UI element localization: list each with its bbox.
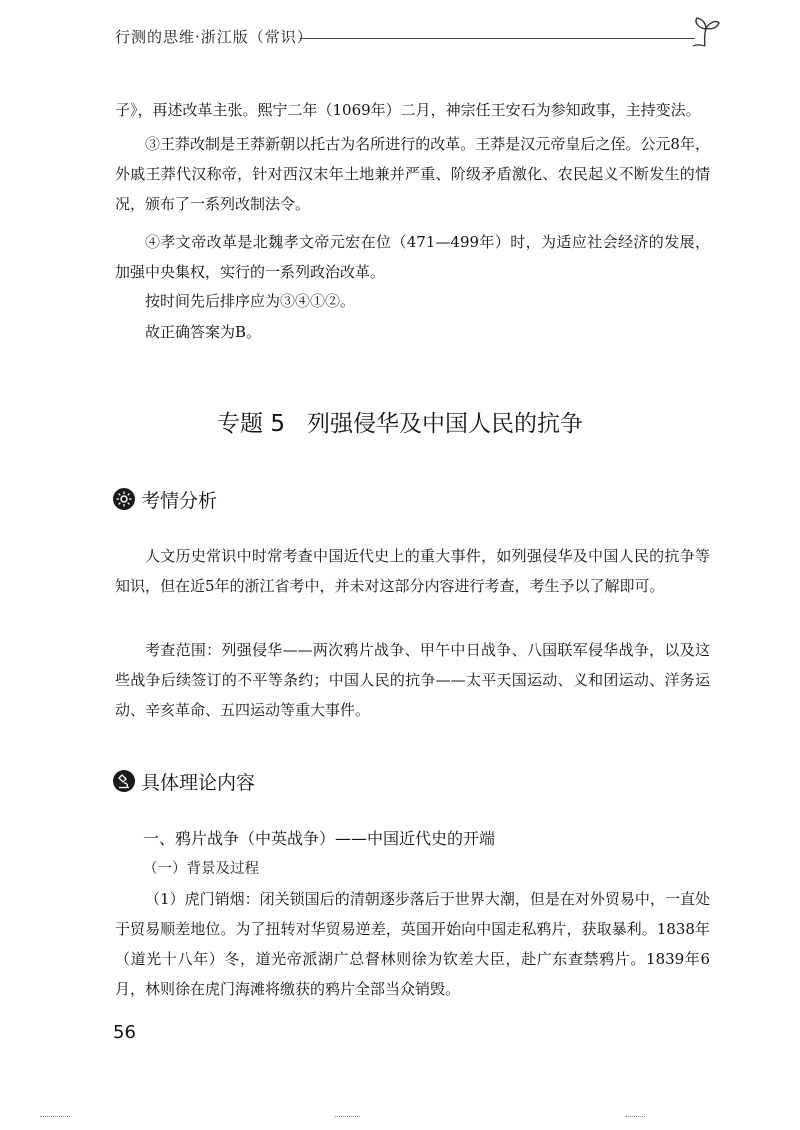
intro-paragraph-4: 按时间先后排序应为③④①②。 [145, 292, 356, 310]
page-number: 56 [113, 1022, 136, 1043]
analysis-paragraph-2: 考查范围：列强侵华——两次鸦片战争、甲午中日战争、八国联军侵华战争，以及这些战争后续签订的不平等条约；中国人民的抗争——太平天国运动、义和团运动、洋务运动、辛亥革命、五四运动等重大事件。 [115, 641, 710, 719]
analysis-heading-text: 考情分析 [141, 489, 218, 512]
header-title: 行测的思维·浙江版（常识） [115, 28, 313, 46]
topic-title [0, 405, 800, 438]
analysis-heading [113, 486, 217, 512]
theory-subsubheading: （一）背景及过程 [143, 861, 259, 877]
analysis-paragraph-1: 人文历史常识中时常考查中国近代史上的重大事件，如列强侵华及中国人民的抗争等知识，但在近5年的浙江省考中，并未对这部分内容进行考查，考生予以了解即可。 [115, 547, 710, 595]
theory-paragraph: （1）虎门销烟：闭关锁国后的清朝逐步落后于世界大潮，但是在对外贸易中，一直处于贸易顺差地位。为了扭转对华贸易逆差，英国开始向中国走私鸦片，获取暴利。1838年（道光十八年）冬，道光帝派湖广总督林则徐为钦差大臣，赴广东查禁鸦片。1839年6月，林则徐在虎门海滩将缴获的鸦片全部当众销毁。 [115, 890, 710, 998]
running-header [115, 22, 715, 52]
sun-icon [113, 488, 135, 510]
scan-artifact [335, 1116, 360, 1119]
topic-number: 专题 5 [217, 411, 285, 437]
intro-paragraph-2: ③王莽改制是王莽新朝以托古为名所进行的改革。王莽是汉元帝皇后之侄。公元8年，外戚王莽代汉称帝，针对西汉末年土地兼并严重、阶级矛盾激化、农民起义不断发生的情况，颁布了一系列改制法令。 [115, 135, 710, 213]
scan-artifact [625, 1116, 645, 1119]
sprout-icon [688, 16, 722, 50]
scan-artifact [40, 1116, 70, 1119]
intro-paragraph-1: 子》，再述改革主张。熙宁二年（1069年）二月，神宗任王安石为参知政事，主持变法。 [115, 101, 701, 119]
intro-paragraph-3: ④孝文帝改革是北魏孝文帝元宏在位（471—499年）时，为适应社会经济的发展，加强中央集权，实行的一系列政治改革。 [115, 233, 710, 281]
theory-subheading: 一、鸦片战争（中英战争）——中国近代史的开端 [143, 829, 496, 848]
topic-heading: 列强侵华及中国人民的抗争 [306, 411, 583, 437]
intro-paragraph-5: 故正确答案为B。 [145, 323, 262, 341]
header-rule [300, 38, 695, 39]
microscope-icon [113, 770, 135, 792]
theory-heading [113, 768, 255, 794]
theory-heading-text: 具体理论内容 [141, 771, 256, 794]
